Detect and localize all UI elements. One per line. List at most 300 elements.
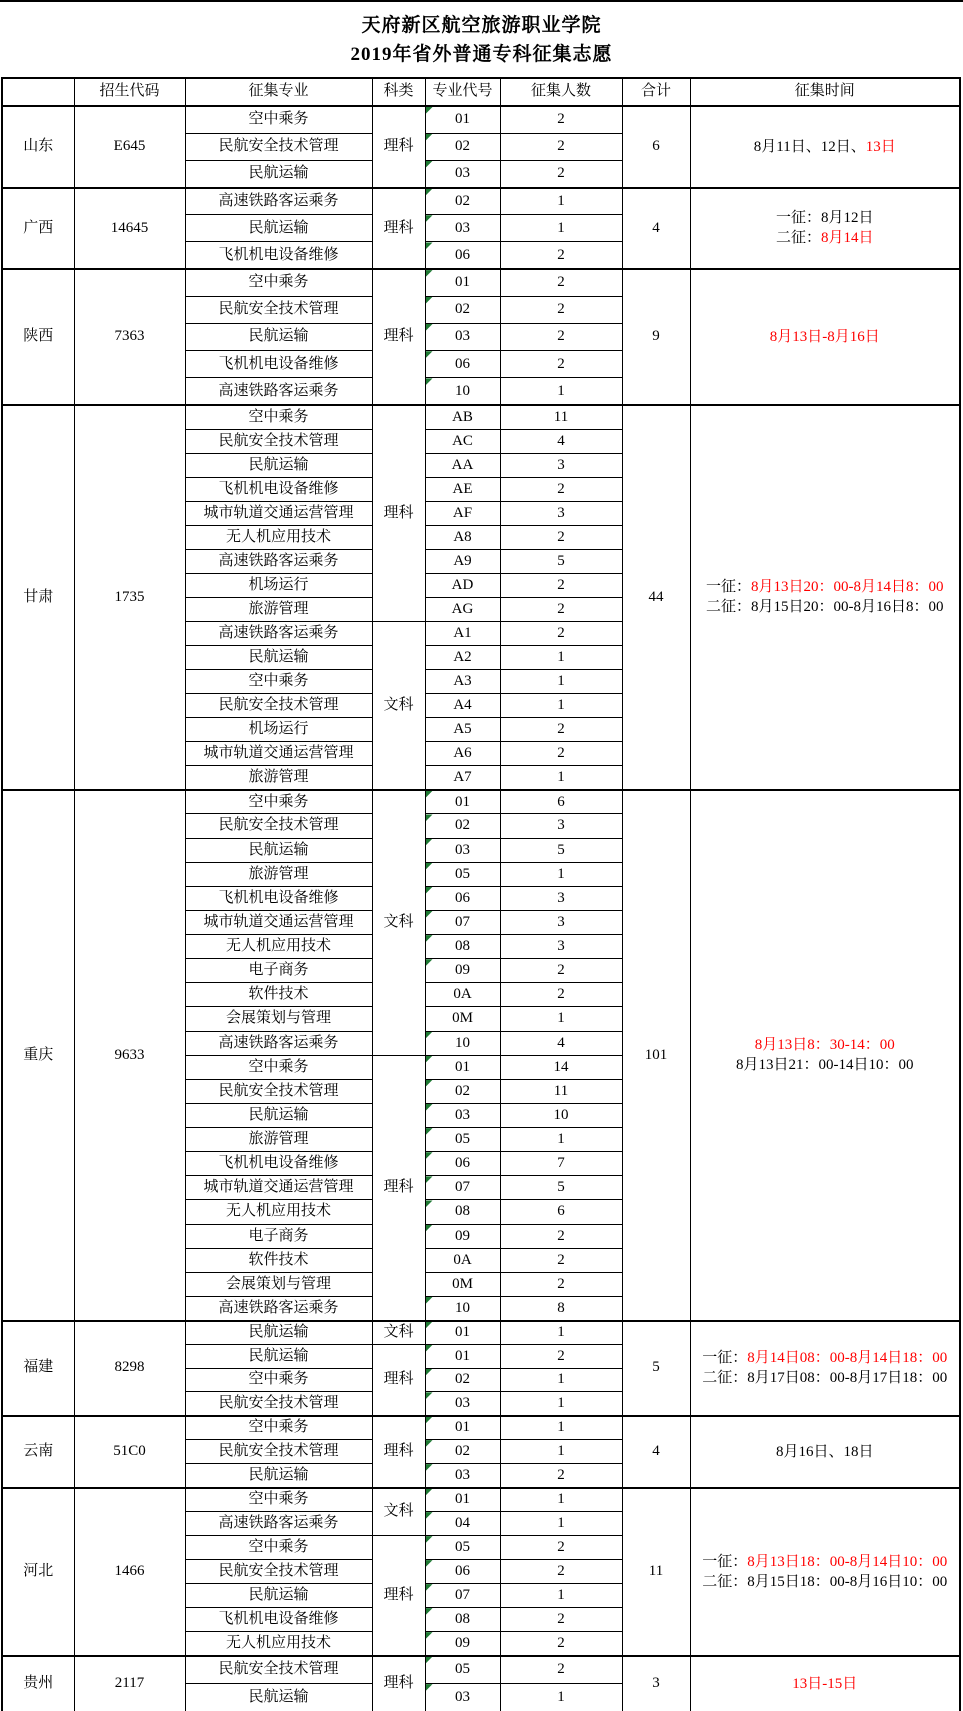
excel-text-number-marker-icon xyxy=(426,935,433,942)
major-code-cell xyxy=(425,1344,500,1368)
major-cell: 民航运输 xyxy=(185,1684,372,1711)
excel-text-number-marker-icon xyxy=(426,1297,433,1304)
major-cell: 会展策划与管理 xyxy=(185,1007,372,1031)
count-cell: 2 xyxy=(500,324,622,351)
admission-code-cell: E645 xyxy=(74,106,185,188)
major-row xyxy=(2,1656,960,1684)
excel-text-number-marker-icon xyxy=(426,134,433,141)
major-cell: 民航安全技术管理 xyxy=(185,133,372,160)
count-cell: 2 xyxy=(500,242,622,269)
major-code-value: 01 xyxy=(455,1324,470,1341)
major-cell: 高速铁路客运乘务 xyxy=(185,188,372,215)
major-code-value: 02 xyxy=(455,817,470,834)
major-code-cell xyxy=(425,959,500,983)
major-row xyxy=(2,1321,960,1345)
count-cell: 1 xyxy=(500,1368,622,1392)
major-code-cell xyxy=(425,1656,500,1684)
total-cell: 3 xyxy=(622,1656,690,1711)
major-code-cell xyxy=(425,188,500,215)
major-code-cell xyxy=(425,1416,500,1440)
major-code-cell xyxy=(425,501,500,525)
major-cell: 民航运输 xyxy=(185,1584,372,1608)
time-segment: 一征： xyxy=(702,1553,748,1570)
count-cell: 2 xyxy=(500,106,622,133)
excel-text-number-marker-icon xyxy=(426,1056,433,1063)
count-cell: 1 xyxy=(500,862,622,886)
major-code-value: 01 xyxy=(455,1419,470,1436)
excel-text-number-marker-icon xyxy=(426,1489,433,1496)
time-cell xyxy=(690,106,960,188)
major-code-cell xyxy=(425,597,500,621)
major-code-value: 07 xyxy=(455,913,470,930)
admission-code-cell: 14645 xyxy=(74,188,185,270)
province-cell: 福建 xyxy=(2,1321,74,1416)
major-code-value: 10 xyxy=(455,1299,470,1316)
major-code-cell xyxy=(425,1224,500,1248)
major-cell: 民航运输 xyxy=(185,453,372,477)
excel-text-number-marker-icon xyxy=(426,1345,433,1352)
major-code-value: 06 xyxy=(455,889,470,906)
major-code-value: 02 xyxy=(455,1082,470,1099)
major-code-cell xyxy=(425,215,500,242)
subject-cell: 理科 xyxy=(372,1416,425,1488)
major-code-cell xyxy=(425,1200,500,1224)
major-code-value: 03 xyxy=(455,1394,470,1411)
major-cell: 机场运行 xyxy=(185,718,372,742)
major-code-cell xyxy=(425,525,500,549)
time-cell xyxy=(690,405,960,790)
major-code-cell xyxy=(425,1368,500,1392)
excel-text-number-marker-icon xyxy=(426,1176,433,1183)
major-code-cell xyxy=(425,1272,500,1296)
time-segment: 二征：8月17日08：00-8月17日18：00 xyxy=(702,1370,948,1387)
count-cell: 2 xyxy=(500,573,622,597)
major-code-cell xyxy=(425,1632,500,1656)
excel-text-number-marker-icon xyxy=(426,911,433,918)
time-segment: 8月11日、12日、 xyxy=(753,138,866,155)
major-cell: 飞机机电设备维修 xyxy=(185,242,372,269)
major-cell: 空中乘务 xyxy=(185,405,372,429)
count-cell: 2 xyxy=(500,1344,622,1368)
major-code-value: 01 xyxy=(455,111,470,128)
major-code-value: A3 xyxy=(453,672,472,689)
major-cell: 民航安全技术管理 xyxy=(185,1440,372,1464)
count-cell: 5 xyxy=(500,838,622,862)
major-code-value: A6 xyxy=(453,745,472,762)
subject-cell: 理科 xyxy=(372,405,425,621)
major-cell: 民航运输 xyxy=(185,160,372,187)
count-cell: 2 xyxy=(500,351,622,378)
major-code-value: 0A xyxy=(453,1251,472,1268)
major-code-value: 03 xyxy=(455,328,470,345)
major-code-value: 08 xyxy=(455,1203,470,1220)
major-code-value: A4 xyxy=(453,697,472,714)
major-cell: 飞机机电设备维修 xyxy=(185,1608,372,1632)
major-code-value: 02 xyxy=(455,138,470,155)
major-code-cell xyxy=(425,694,500,718)
header-admission-code: 招生代码 xyxy=(74,78,185,106)
time-line xyxy=(691,1368,960,1388)
major-code-value: 08 xyxy=(455,938,470,954)
excel-text-number-marker-icon xyxy=(426,959,433,966)
count-cell: 2 xyxy=(500,1560,622,1584)
time-line xyxy=(691,137,960,157)
time-segment-red: 13日 xyxy=(865,138,896,155)
major-cell: 高速铁路客运乘务 xyxy=(185,549,372,573)
total-cell: 9 xyxy=(622,269,690,405)
time-cell xyxy=(690,1321,960,1416)
subject-cell: 理科 xyxy=(372,269,425,405)
excel-text-number-marker-icon xyxy=(426,1392,433,1399)
excel-text-number-marker-icon xyxy=(426,863,433,870)
count-cell: 1 xyxy=(500,766,622,790)
major-cell: 飞机机电设备维修 xyxy=(185,351,372,378)
major-cell: 高速铁路客运乘务 xyxy=(185,1296,372,1320)
total-cell: 5 xyxy=(622,1321,690,1416)
count-cell: 2 xyxy=(500,1536,622,1560)
major-code-value: 01 xyxy=(455,1491,470,1508)
excel-text-number-marker-icon xyxy=(426,1152,433,1159)
major-cell: 民航安全技术管理 xyxy=(185,1560,372,1584)
count-cell: 1 xyxy=(500,1512,622,1536)
time-cell xyxy=(690,1488,960,1656)
major-cell: 民航运输 xyxy=(185,1321,372,1345)
major-code-cell xyxy=(425,351,500,378)
major-code-value: 0M xyxy=(452,1010,473,1027)
table-body xyxy=(2,106,960,1711)
major-code-cell xyxy=(425,718,500,742)
major-code-value: 03 xyxy=(455,165,470,182)
total-cell: 101 xyxy=(622,790,690,1321)
major-code-cell xyxy=(425,133,500,160)
major-cell: 空中乘务 xyxy=(185,790,372,814)
admission-code-cell: 8298 xyxy=(74,1321,185,1416)
major-code-cell xyxy=(425,742,500,766)
major-code-cell xyxy=(425,1464,500,1488)
count-cell: 2 xyxy=(500,621,622,645)
subject-cell: 理科 xyxy=(372,1536,425,1656)
title-block xyxy=(0,2,963,69)
count-cell: 3 xyxy=(500,886,622,910)
time-segment-red: 8月14日 xyxy=(821,230,874,247)
major-code-value: 02 xyxy=(455,1371,470,1388)
count-cell: 2 xyxy=(500,1632,622,1656)
major-code-value: 03 xyxy=(455,1106,470,1123)
major-code-value: 08 xyxy=(455,1610,470,1627)
major-code-value: 02 xyxy=(455,192,470,209)
count-cell: 1 xyxy=(500,1440,622,1464)
count-cell: 5 xyxy=(500,549,622,573)
major-code-value: AD xyxy=(451,576,474,593)
major-cell: 空中乘务 xyxy=(185,106,372,133)
major-code-value: 07 xyxy=(455,1586,470,1603)
major-cell: 软件技术 xyxy=(185,983,372,1007)
excel-text-number-marker-icon xyxy=(426,1560,433,1567)
province-cell: 甘肃 xyxy=(2,405,74,790)
major-code-cell xyxy=(425,477,500,501)
count-cell: 2 xyxy=(500,1656,622,1684)
major-cell: 民航运输 xyxy=(185,1344,372,1368)
excel-text-number-marker-icon xyxy=(426,814,433,821)
time-cell xyxy=(690,790,960,1321)
excel-text-number-marker-icon xyxy=(426,839,433,846)
major-cell: 高速铁路客运乘务 xyxy=(185,1031,372,1055)
major-code-value: 03 xyxy=(455,841,470,858)
major-cell: 空中乘务 xyxy=(185,1368,372,1392)
excel-text-number-marker-icon xyxy=(426,215,433,222)
total-cell: 11 xyxy=(622,1488,690,1656)
major-code-cell xyxy=(425,983,500,1007)
excel-text-number-marker-icon xyxy=(426,1512,433,1519)
major-code-cell xyxy=(425,573,500,597)
excel-text-number-marker-icon xyxy=(426,378,433,385)
time-line xyxy=(691,1552,960,1572)
subject-cell: 理科 xyxy=(372,188,425,270)
subject-cell: 理科 xyxy=(372,106,425,188)
major-code-value: 05 xyxy=(455,1538,470,1555)
admission-code-cell: 51C0 xyxy=(74,1416,185,1488)
major-cell: 民航安全技术管理 xyxy=(185,296,372,323)
time-line xyxy=(691,577,960,597)
major-cell: 空中乘务 xyxy=(185,1536,372,1560)
count-cell: 1 xyxy=(500,378,622,405)
major-code-value: 10 xyxy=(455,382,470,399)
major-cell: 无人机应用技术 xyxy=(185,935,372,959)
excel-text-number-marker-icon xyxy=(426,161,433,168)
major-code-cell xyxy=(425,160,500,187)
excel-text-number-marker-icon xyxy=(426,1032,433,1039)
major-code-cell xyxy=(425,1031,500,1055)
subject-cell: 文科 xyxy=(372,790,425,1055)
admission-code-cell: 7363 xyxy=(74,269,185,405)
major-code-cell xyxy=(425,862,500,886)
major-code-cell xyxy=(425,1296,500,1320)
major-code-value: 02 xyxy=(455,1442,470,1459)
time-segment: 一征： xyxy=(705,579,751,596)
count-cell: 2 xyxy=(500,477,622,501)
major-code-cell xyxy=(425,1392,500,1416)
excel-text-number-marker-icon xyxy=(426,1608,433,1615)
major-code-value: 06 xyxy=(455,1155,470,1172)
count-cell: 2 xyxy=(500,296,622,323)
major-cell: 电子商务 xyxy=(185,1224,372,1248)
major-row xyxy=(2,1488,960,1512)
count-cell: 2 xyxy=(500,983,622,1007)
excel-text-number-marker-icon xyxy=(426,1632,433,1639)
major-code-cell xyxy=(425,429,500,453)
time-cell xyxy=(690,1416,960,1488)
major-code-value: AB xyxy=(452,408,473,425)
count-cell: 2 xyxy=(500,718,622,742)
time-segment: 一征： xyxy=(702,1350,748,1367)
time-segment-red: 8月13日8：30-14：00 xyxy=(754,1037,895,1054)
major-code-value: 0M xyxy=(452,1275,473,1292)
major-code-value: A2 xyxy=(453,648,472,665)
count-cell: 1 xyxy=(500,1392,622,1416)
count-cell: 1 xyxy=(500,1416,622,1440)
major-code-cell xyxy=(425,549,500,573)
major-code-value: 09 xyxy=(455,1227,470,1244)
major-cell: 高速铁路客运乘务 xyxy=(185,1512,372,1536)
header-major-code: 专业代号 xyxy=(425,78,500,106)
excel-text-number-marker-icon xyxy=(426,1200,433,1207)
excel-text-number-marker-icon xyxy=(426,351,433,358)
count-cell: 2 xyxy=(500,133,622,160)
count-cell: 2 xyxy=(500,1224,622,1248)
major-cell: 软件技术 xyxy=(185,1248,372,1272)
total-cell: 4 xyxy=(622,188,690,270)
excel-text-number-marker-icon xyxy=(426,1584,433,1591)
major-code-value: A9 xyxy=(453,552,472,569)
time-line xyxy=(691,1055,960,1075)
time-segment-red: 8月13日20：00-8月14日8：00 xyxy=(751,579,944,596)
major-code-cell xyxy=(425,1007,500,1031)
count-cell: 1 xyxy=(500,1321,622,1345)
major-code-value: A7 xyxy=(453,768,472,785)
count-cell: 3 xyxy=(500,910,622,934)
count-cell: 2 xyxy=(500,160,622,187)
major-code-cell xyxy=(425,296,500,323)
total-cell: 44 xyxy=(622,405,690,790)
page-title: 天府新区航空旅游职业学院 xyxy=(361,15,602,36)
major-code-cell xyxy=(425,324,500,351)
excel-text-number-marker-icon xyxy=(426,1464,433,1471)
major-code-cell xyxy=(425,453,500,477)
total-cell: 4 xyxy=(622,1416,690,1488)
major-code-cell xyxy=(425,405,500,429)
excel-text-number-marker-icon xyxy=(426,297,433,304)
major-cell: 城市轨道交通运营管理 xyxy=(185,1176,372,1200)
major-row xyxy=(2,1416,960,1440)
count-cell: 2 xyxy=(500,1248,622,1272)
major-code-value: 0A xyxy=(453,986,472,1003)
excel-text-number-marker-icon xyxy=(426,324,433,331)
time-segment: 一征：8月12日 xyxy=(775,210,874,227)
time-line xyxy=(691,208,960,228)
time-segment-red: 8月13日-8月16日 xyxy=(769,329,880,346)
header-count: 征集人数 xyxy=(500,78,622,106)
count-cell: 1 xyxy=(500,1488,622,1512)
province-cell: 云南 xyxy=(2,1416,74,1488)
count-cell: 11 xyxy=(500,1079,622,1103)
major-code-value: 06 xyxy=(455,355,470,372)
header-row xyxy=(2,78,960,106)
province-cell: 贵州 xyxy=(2,1656,74,1711)
major-cell: 城市轨道交通运营管理 xyxy=(185,501,372,525)
major-code-cell xyxy=(425,1079,500,1103)
excel-text-number-marker-icon xyxy=(426,1128,433,1135)
major-code-value: 06 xyxy=(455,1562,470,1579)
major-code-value: AC xyxy=(452,432,473,449)
province-cell: 重庆 xyxy=(2,790,74,1321)
major-code-cell xyxy=(425,1488,500,1512)
major-code-value: 06 xyxy=(455,246,470,263)
major-cell: 高速铁路客运乘务 xyxy=(185,378,372,405)
major-code-value: AG xyxy=(451,600,474,617)
count-cell: 1 xyxy=(500,670,622,694)
major-code-cell xyxy=(425,790,500,814)
major-cell: 旅游管理 xyxy=(185,1128,372,1152)
excel-text-number-marker-icon xyxy=(426,1369,433,1376)
count-cell: 8 xyxy=(500,1296,622,1320)
excel-text-number-marker-icon xyxy=(426,1536,433,1543)
time-segment: 二征： xyxy=(775,230,821,247)
admission-code-cell: 1466 xyxy=(74,1488,185,1656)
major-code-cell xyxy=(425,1176,500,1200)
time-line xyxy=(691,327,960,347)
major-code-value: 01 xyxy=(455,793,470,810)
admission-code-cell: 9633 xyxy=(74,790,185,1321)
major-code-value: 01 xyxy=(455,1347,470,1364)
major-cell: 民航安全技术管理 xyxy=(185,814,372,838)
major-code-cell xyxy=(425,670,500,694)
count-cell: 6 xyxy=(500,790,622,814)
time-line xyxy=(691,1572,960,1592)
major-cell: 民航安全技术管理 xyxy=(185,1656,372,1684)
time-segment: 二征：8月15日18：00-8月16日10：00 xyxy=(702,1573,948,1590)
count-cell: 2 xyxy=(500,269,622,296)
major-code-cell xyxy=(425,1152,500,1176)
admission-code-cell: 1735 xyxy=(74,405,185,790)
excel-text-number-marker-icon xyxy=(426,107,433,114)
time-line xyxy=(691,1035,960,1055)
count-cell: 2 xyxy=(500,1464,622,1488)
major-cell: 民航运输 xyxy=(185,215,372,242)
major-code-value: AE xyxy=(452,480,473,497)
major-code-value: 09 xyxy=(455,1634,470,1651)
major-row xyxy=(2,188,960,215)
major-code-cell xyxy=(425,1321,500,1345)
major-code-cell xyxy=(425,1248,500,1272)
header-subject: 科类 xyxy=(372,78,425,106)
major-cell: 民航安全技术管理 xyxy=(185,1079,372,1103)
major-cell: 空中乘务 xyxy=(185,269,372,296)
excel-text-number-marker-icon xyxy=(426,791,433,798)
subject-cell: 文科 xyxy=(372,1321,425,1345)
time-line xyxy=(691,1674,960,1694)
major-code-cell xyxy=(425,1608,500,1632)
major-cell: 空中乘务 xyxy=(185,1488,372,1512)
province-cell: 山东 xyxy=(2,106,74,188)
time-line xyxy=(691,1348,960,1368)
major-code-cell xyxy=(425,646,500,670)
major-cell: 城市轨道交通运营管理 xyxy=(185,910,372,934)
major-code-cell xyxy=(425,1684,500,1711)
count-cell: 1 xyxy=(500,1128,622,1152)
major-cell: 民航运输 xyxy=(185,1464,372,1488)
time-segment-red: 13日-15日 xyxy=(792,1675,858,1692)
major-row xyxy=(2,269,960,296)
major-code-value: 05 xyxy=(455,1661,470,1678)
major-code-cell xyxy=(425,1055,500,1079)
excel-text-number-marker-icon xyxy=(426,1657,433,1664)
major-code-value: A5 xyxy=(453,721,472,738)
major-code-cell xyxy=(425,910,500,934)
count-cell: 2 xyxy=(500,1608,622,1632)
count-cell: 6 xyxy=(500,1200,622,1224)
excel-text-number-marker-icon xyxy=(426,1104,433,1111)
total-cell: 6 xyxy=(622,106,690,188)
major-cell: 空中乘务 xyxy=(185,1055,372,1079)
excel-text-number-marker-icon xyxy=(426,1440,433,1447)
excel-text-number-marker-icon xyxy=(426,1684,433,1691)
major-code-value: 05 xyxy=(455,865,470,882)
header-total: 合计 xyxy=(622,78,690,106)
subject-cell: 理科 xyxy=(372,1055,425,1320)
header-time: 征集时间 xyxy=(690,78,960,106)
major-cell: 城市轨道交通运营管理 xyxy=(185,742,372,766)
excel-text-number-marker-icon xyxy=(426,242,433,249)
